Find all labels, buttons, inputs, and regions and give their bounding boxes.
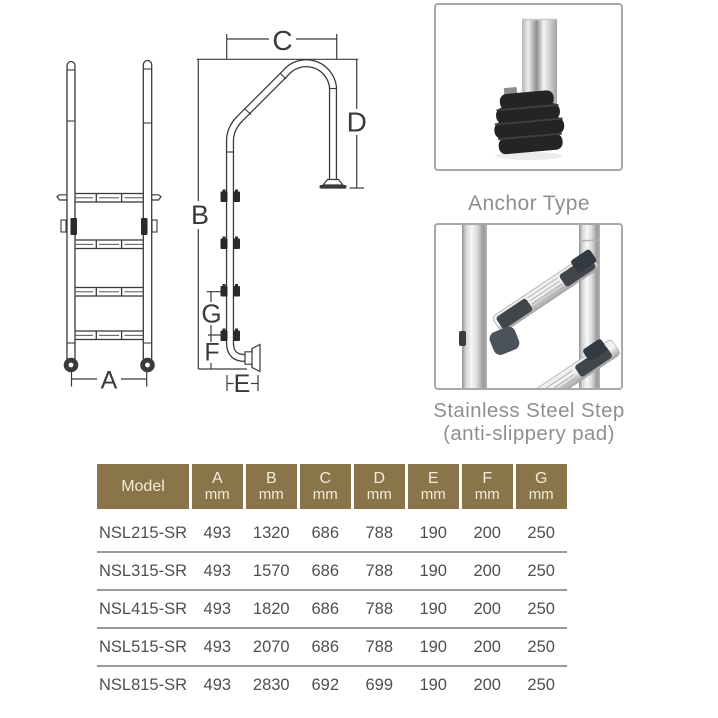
left-tube (462, 225, 487, 388)
value-cell: 686 (311, 523, 340, 542)
table-row (97, 667, 567, 703)
value-cell: 200 (473, 561, 501, 580)
col-header-a: A mm (192, 464, 243, 509)
value-cell: 686 (311, 561, 340, 580)
value-cell: 788 (365, 637, 393, 656)
spec-table-header (97, 464, 567, 509)
step-photo-box (434, 223, 623, 390)
col-header-c: C mm (300, 464, 351, 509)
value-cell: 200 (473, 523, 501, 542)
anchor-photo-box (434, 3, 623, 171)
col-header-g: G mm (516, 464, 567, 509)
value-cell: 1320 (252, 523, 290, 542)
value-cell: 190 (419, 599, 447, 618)
value-cell: 190 (419, 637, 447, 656)
value-cell: 1820 (252, 599, 290, 618)
spec-table (97, 464, 567, 703)
value-cell: 250 (527, 561, 555, 580)
table-row (97, 629, 567, 667)
table-row (97, 591, 567, 629)
deck-anchor-foot (320, 180, 347, 189)
dim-label-f: F (204, 338, 220, 367)
value-cell: 2830 (252, 675, 290, 694)
value-cell: 493 (203, 561, 232, 580)
table-row (97, 553, 567, 591)
dim-label-g: G (201, 298, 222, 329)
step-4 (71, 331, 147, 340)
lower-step (531, 339, 621, 388)
value-cell: 190 (419, 523, 447, 542)
dim-label-d: D (346, 106, 367, 138)
step-end-cap (487, 325, 521, 357)
dim-label-b: B (190, 200, 210, 230)
wall-flange (245, 345, 260, 372)
step-caption-line2: (anti-slippery pad) (443, 422, 615, 445)
step-caption (404, 399, 654, 445)
value-cell: 686 (311, 599, 340, 618)
value-cell: 788 (365, 599, 393, 618)
value-cell: 200 (473, 675, 501, 694)
spec-table-body (97, 515, 567, 703)
dim-label-e: E (233, 370, 251, 398)
dim-label-a: A (100, 366, 118, 395)
value-cell: 250 (527, 599, 555, 618)
anchor-caption (424, 192, 634, 216)
anchor-photo (436, 5, 621, 169)
model-cell: NSL215-SR (98, 523, 188, 542)
rail-joint-ticks (67, 69, 152, 343)
value-cell: 692 (311, 675, 340, 694)
col-header-f: F mm (462, 464, 513, 509)
value-cell: 788 (365, 523, 393, 542)
value-cell: 493 (203, 637, 232, 656)
model-cell: NSL815-SR (98, 675, 188, 694)
value-cell: 686 (311, 637, 340, 656)
wall-mount-clips (61, 218, 157, 235)
value-cell: 2070 (252, 637, 290, 656)
step-caption-line1: Stainless Steel Step (433, 399, 625, 422)
value-cell: 200 (473, 599, 501, 618)
col-header-d: D mm (354, 464, 405, 509)
step-photo (436, 225, 621, 388)
col-header-b: B mm (246, 464, 297, 509)
tube-nub (459, 331, 466, 346)
value-cell: 493 (203, 599, 232, 618)
model-cell: NSL515-SR (98, 637, 188, 656)
handrail-tube (230, 63, 333, 358)
step-3 (71, 288, 147, 297)
col-header-e: E mm (408, 464, 459, 509)
value-cell: 699 (365, 675, 393, 694)
value-cell: 190 (419, 561, 447, 580)
col-header-model: Model (97, 464, 189, 509)
step-1 (71, 194, 147, 203)
value-cell: 190 (419, 675, 447, 694)
front-rails (67, 61, 152, 366)
model-cell: NSL415-SR (98, 599, 188, 618)
ladder-side-view-drawing (190, 25, 405, 400)
value-cell: 1570 (252, 561, 290, 580)
value-cell: 493 (203, 675, 232, 694)
dim-label-c: C (272, 25, 293, 56)
front-steps (71, 194, 147, 340)
value-cell: 493 (203, 523, 232, 542)
value-cell: 250 (527, 637, 555, 656)
ladder-front-view-drawing (26, 50, 212, 396)
table-row (97, 515, 567, 553)
model-cell: NSL315-SR (98, 561, 188, 580)
value-cell: 250 (527, 675, 555, 694)
step-2 (71, 240, 147, 249)
value-cell: 788 (365, 561, 393, 580)
anchor-caption-text: Anchor Type (468, 192, 590, 215)
value-cell: 250 (527, 523, 555, 542)
value-cell: 200 (473, 637, 501, 656)
